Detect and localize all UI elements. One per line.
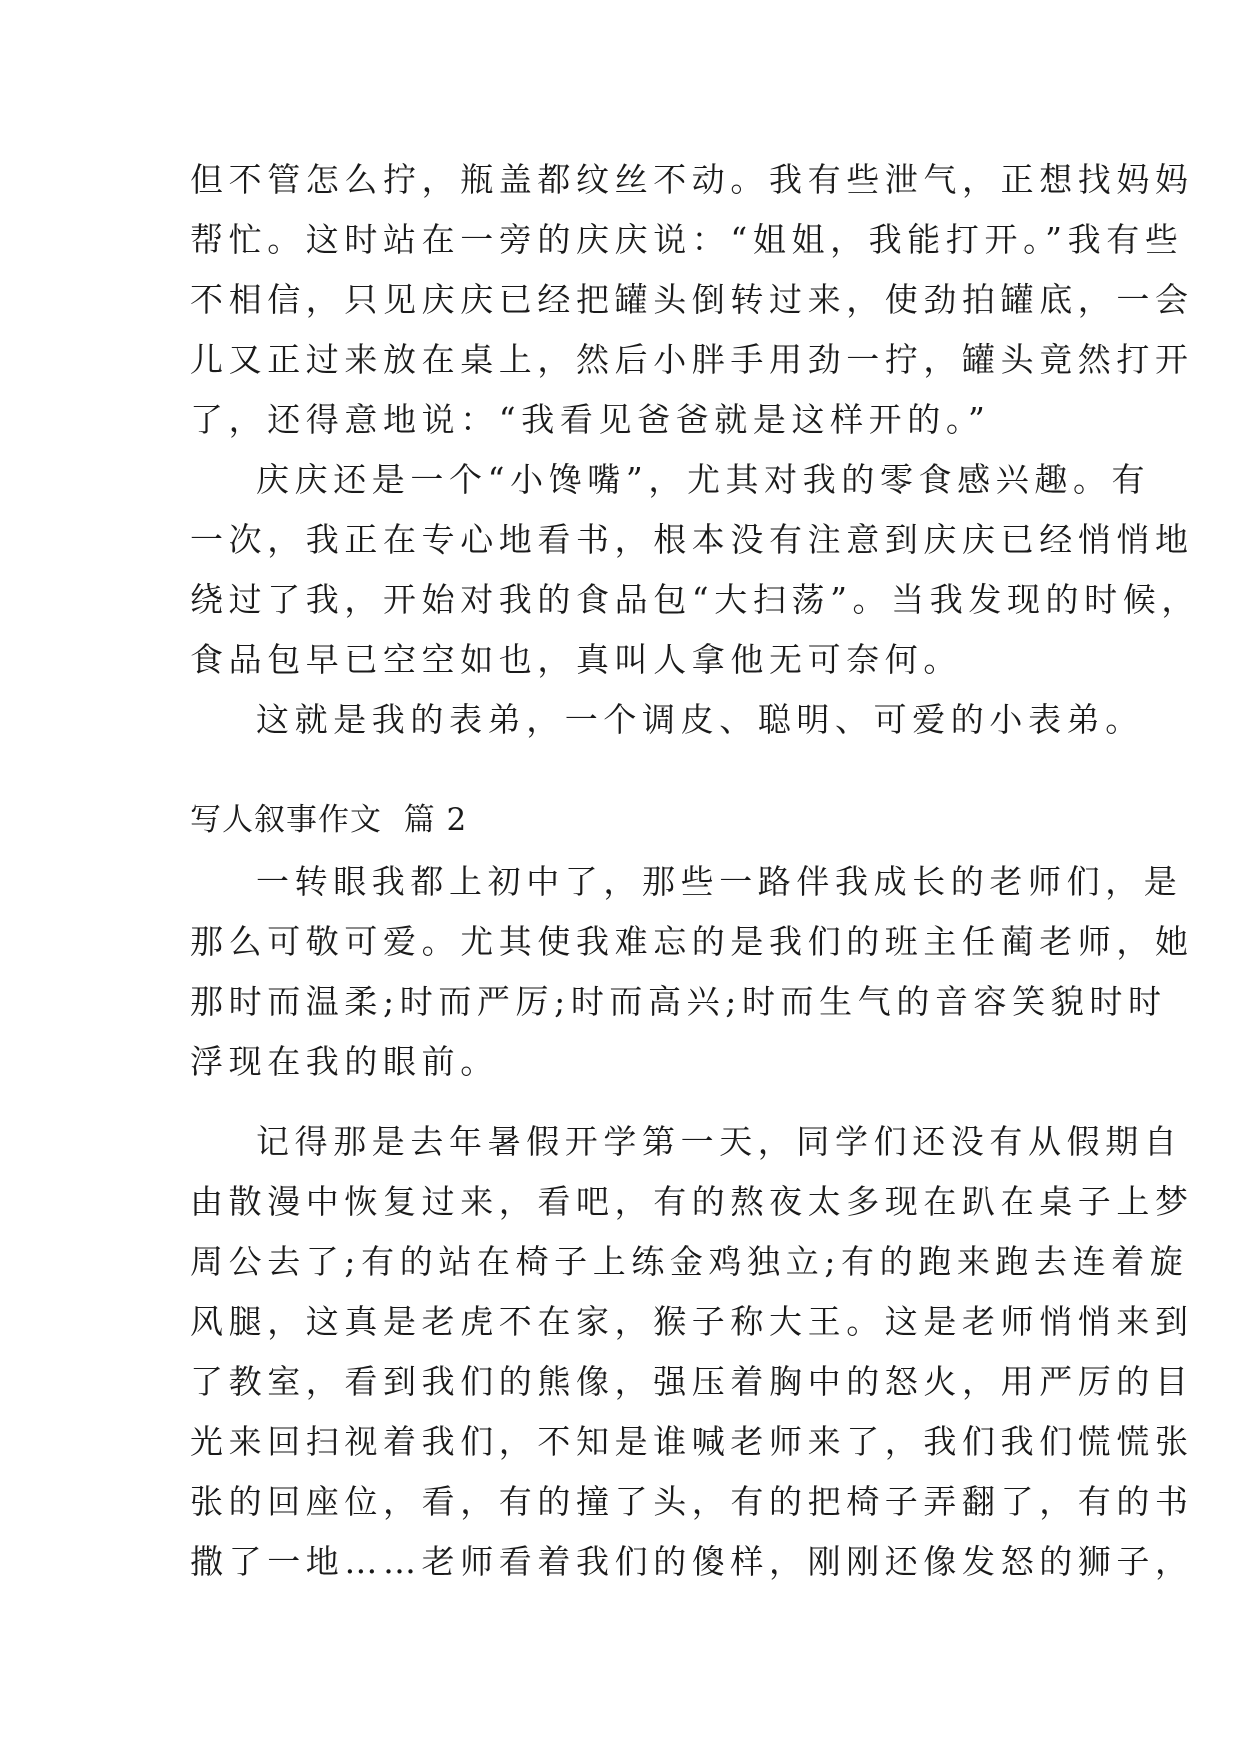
section-heading: 写人叙事作文 篇 2 <box>190 802 468 838</box>
paragraph-2-line-2: 一次，我正在专心地看书，根本没有注意到庆庆已经悄悄地 <box>190 520 1194 559</box>
paragraph-2-line-4: 食品包早已空空如也，真叫人拿他无可奈何。 <box>190 640 962 679</box>
paragraph-1-line-2: 帮忙。这时站在一旁的庆庆说：“姐姐，我能打开。”我有些 <box>190 220 1184 259</box>
paragraph-4-line-2: 那么可敬可爱。尤其使我难忘的是我们的班主任蔺老师，她 <box>190 922 1194 961</box>
paragraph-2-line-1: 庆庆还是一个“小馋嘴”，尤其对我的零食感兴趣。有 <box>256 460 1151 499</box>
paragraph-4-line-3: 那时而温柔;时而严厉;时而高兴;时而生气的音容笑貌时时 <box>190 982 1167 1021</box>
paragraph-2-line-3: 绕过了我，开始对我的食品包“大扫荡”。当我发现的时候， <box>190 580 1200 619</box>
paragraph-5-line-4: 风腿，这真是老虎不在家，猴子称大王。这是老师悄悄来到 <box>190 1302 1194 1341</box>
paragraph-4-line-1: 一转眼我都上初中了，那些一路伴我成长的老师们，是 <box>256 862 1183 901</box>
paragraph-5-line-7: 张的回座位，看，有的撞了头，有的把椅子弄翻了，有的书 <box>190 1482 1194 1521</box>
paragraph-1-line-4: 儿又正过来放在桌上，然后小胖手用劲一拧，罐头竟然打开 <box>190 340 1194 379</box>
paragraph-1-line-5: 了，还得意地说：“我看见爸爸就是这样开的。” <box>190 400 991 439</box>
paragraph-5-line-5: 了教室，看到我们的熊像，强压着胸中的怒火，用严厉的目 <box>190 1362 1194 1401</box>
paragraph-5-line-2: 由散漫中恢复过来，看吧，有的熬夜太多现在趴在桌子上梦 <box>190 1182 1194 1221</box>
paragraph-1-line-1: 但不管怎么拧，瓶盖都纹丝不动。我有些泄气，正想找妈妈 <box>190 160 1194 199</box>
paragraph-5-line-6: 光来回扫视着我们，不知是谁喊老师来了，我们我们慌慌张 <box>190 1422 1194 1461</box>
paragraph-1-line-3: 不相信，只见庆庆已经把罐头倒转过来，使劲拍罐底，一会 <box>190 280 1194 319</box>
paragraph-5-line-8: 撒了一地……老师看着我们的傻样，刚刚还像发怒的狮子， <box>190 1542 1194 1581</box>
paragraph-4-line-4: 浮现在我的眼前。 <box>190 1042 499 1081</box>
paragraph-5-line-3: 周公去了;有的站在椅子上练金鸡独立;有的跑来跑去连着旋 <box>190 1242 1189 1281</box>
paragraph-3-line-1: 这就是我的表弟，一个调皮、聪明、可爱的小表弟。 <box>256 700 1144 739</box>
paragraph-5-line-1: 记得那是去年暑假开学第一天，同学们还没有从假期自 <box>256 1122 1183 1161</box>
